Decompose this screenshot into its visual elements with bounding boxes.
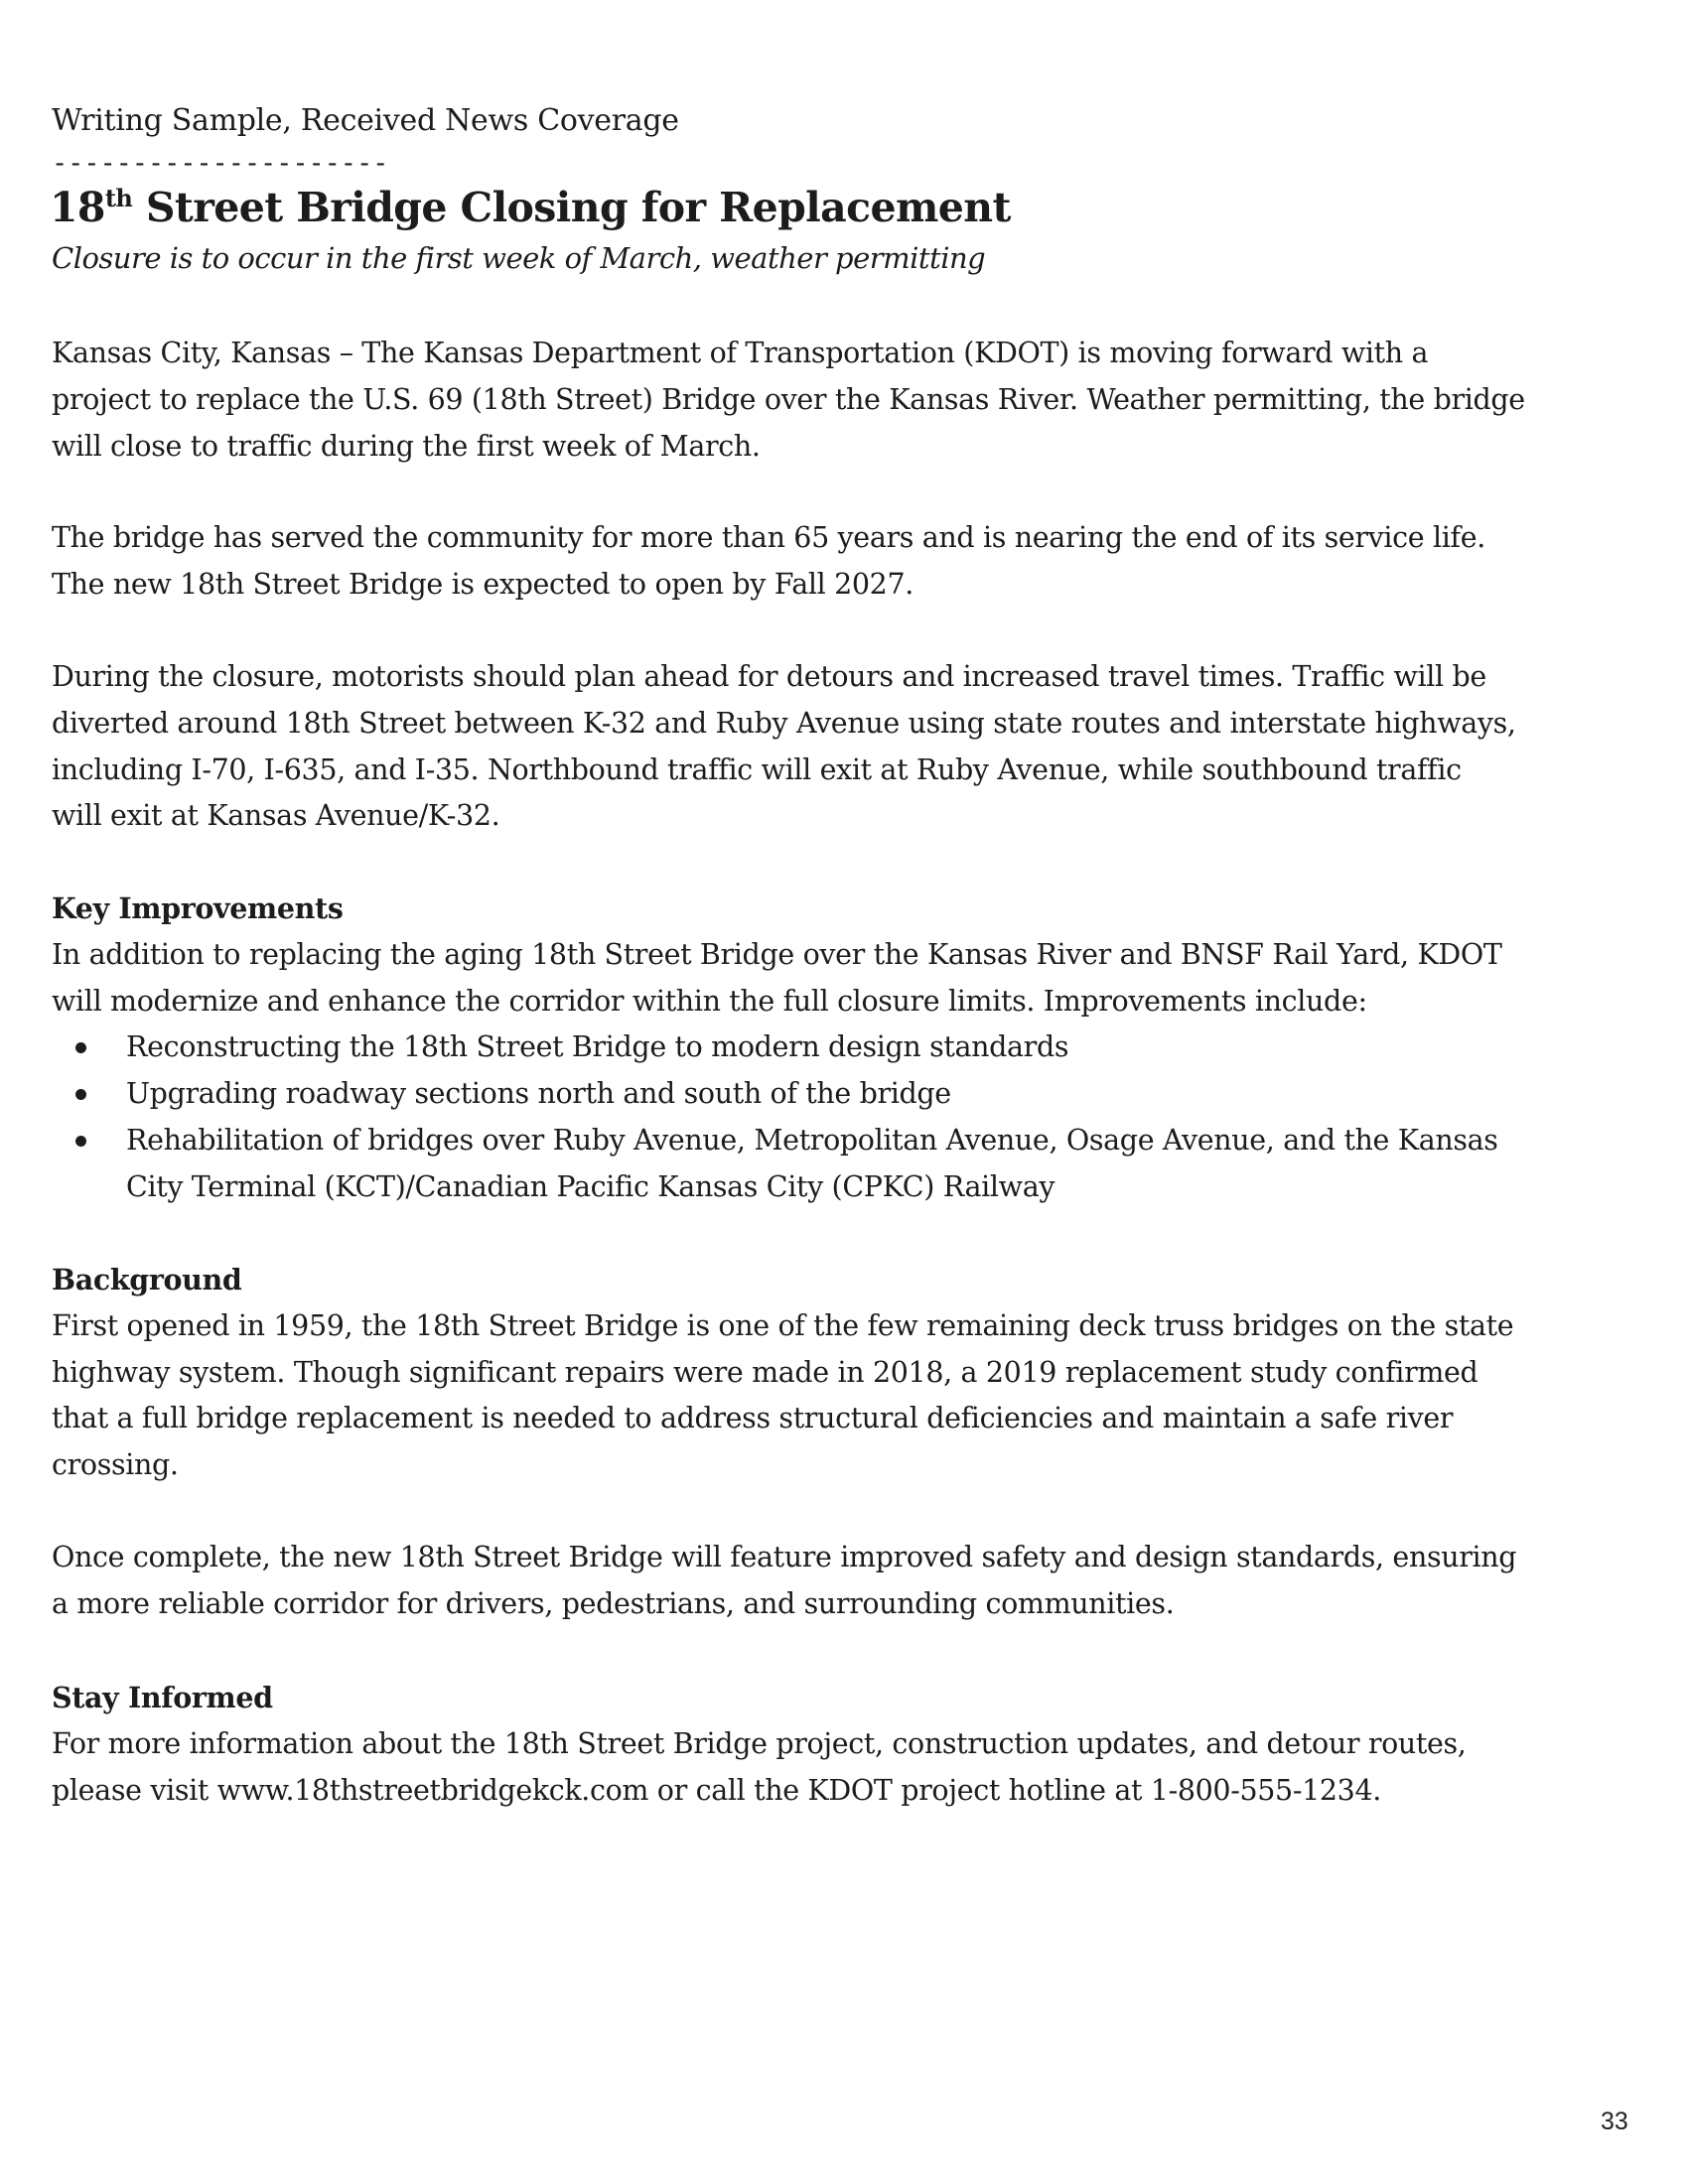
text-line: The bridge has served the community for more than 65 years and is nearing the end of its service life.: [52, 521, 1485, 554]
paragraph-service-life: [52, 515, 1485, 609]
list-item-continuation: [52, 1164, 1502, 1211]
text-line: Kansas City, Kansas – The Kansas Department of Transportation (KDOT) is moving forward with a: [52, 337, 1429, 369]
text-line: Once complete, the new 18th Street Bridge will feature improved safety and design standards, ensuring: [52, 1541, 1517, 1573]
text-line: a more reliable corridor for drivers, pedestrians, and surrounding communities.: [52, 1586, 1175, 1620]
section-background: [52, 1257, 1513, 1489]
text-line: The new 18th Street Bridge is expected to open by Fall 2027.: [52, 567, 914, 601]
list-item: [52, 1071, 1502, 1118]
text-line: please visit www.18thstreetbridgekck.com or call the KDOT project hotline at 1-800-555-1234.: [52, 1773, 1381, 1807]
list-item: [52, 1024, 1502, 1071]
text-line: highway system. Though significant repairs were made in 2018, a 2019 replacement study confirmed: [52, 1355, 1478, 1389]
paragraph-intro: [52, 331, 1525, 470]
article-subtitle: Closure is to occur in the first week of March, weather permitting: [52, 241, 986, 275]
text-line: project to replace the U.S. 69 (18th Street) Bridge over the Kansas River. Weather permitting, the bridge: [52, 382, 1525, 416]
list-item-text: Rehabilitation of bridges over Ruby Avenue, Metropolitan Avenue, Osage Avenue, and the Kansas: [126, 1123, 1498, 1157]
title-ordinal-suffix: th: [104, 184, 133, 212]
text-line: diverted around 18th Street between K-32 and Ruby Avenue using state routes and interstate highways,: [52, 706, 1516, 740]
text-line: During the closure, motorists should plan ahead for detours and increased travel times. Traffic will be: [52, 660, 1486, 693]
text-line: First opened in 1959, the 18th Street Bridge is one of the few remaining deck truss bridges on the state: [52, 1308, 1514, 1342]
paragraph-once-complete: [52, 1535, 1516, 1628]
text-line: In addition to replacing the aging 18th Street Bridge over the Kansas River and BNSF Rail Yard, KDOT: [52, 937, 1502, 971]
list-item: [52, 1118, 1502, 1164]
section-heading: Background: [52, 1263, 242, 1297]
list-item-text: Upgrading roadway sections north and south of the bridge: [126, 1077, 951, 1111]
document-label: Writing Sample, Received News Coverage: [52, 103, 679, 138]
bullet-icon: [75, 1042, 86, 1053]
text-line: that a full bridge replacement is needed to address structural deficiencies and maintain a safe river: [52, 1402, 1454, 1435]
divider: ---------------------: [52, 148, 389, 179]
title-text: Street Bridge Closing for Replacement: [132, 184, 1011, 231]
bullet-icon: [75, 1089, 86, 1100]
list-item-text: City Terminal (KCT)/Canadian Pacific Kansas City (CPKC) Railway: [126, 1169, 1055, 1203]
section-heading: Stay Informed: [52, 1681, 273, 1714]
text-line: will modernize and enhance the corridor within the full closure limits. Improvements include:: [52, 984, 1367, 1018]
improvements-list: [52, 1024, 1502, 1210]
section-key-improvements: [52, 886, 1502, 1211]
paragraph-detours: [52, 654, 1516, 840]
text-line: including I-70, I-635, and I-35. Northbound traffic will exit at Ruby Avenue, while southbound traffic: [52, 752, 1462, 786]
bullet-icon: [75, 1136, 86, 1147]
text-line: crossing.: [52, 1448, 179, 1482]
article-title: [50, 182, 1011, 233]
section-stay-informed: [52, 1675, 1467, 1814]
text-line: will exit at Kansas Avenue/K-32.: [52, 799, 500, 833]
text-line: For more information about the 18th Street Bridge project, construction updates, and detour routes,: [52, 1726, 1467, 1760]
section-heading: Key Improvements: [52, 891, 344, 925]
text-line: will close to traffic during the first week of March.: [52, 429, 761, 463]
title-number: 18: [50, 184, 105, 231]
page-number: 33: [1601, 2108, 1628, 2135]
list-item-text: Reconstructing the 18th Street Bridge to modern design standards: [126, 1030, 1069, 1064]
